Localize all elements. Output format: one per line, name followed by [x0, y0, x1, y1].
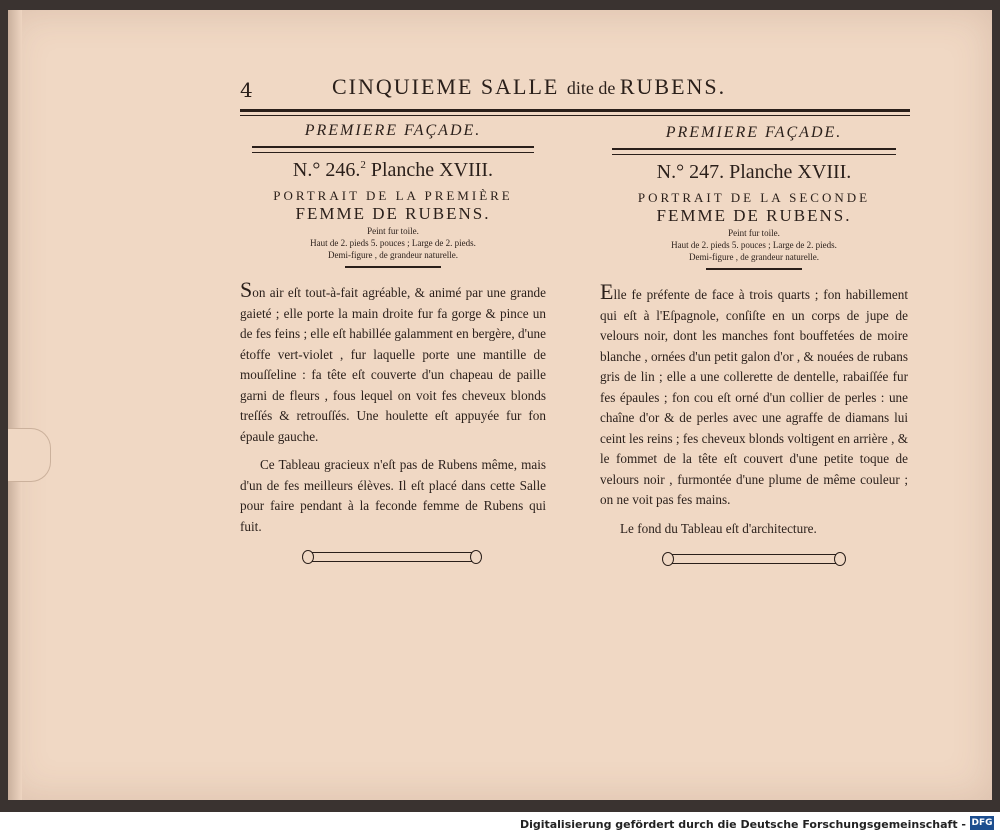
running-header: [240, 74, 910, 104]
title-dite: dite de: [566, 78, 620, 98]
entry-246: [240, 118, 546, 537]
title-salle: CINQUIEME SALLE: [332, 74, 567, 99]
entry-247: [600, 120, 908, 539]
plate-number: N.° 246.: [292, 159, 361, 181]
facade-rule: [252, 146, 534, 153]
short-rule: [345, 266, 441, 268]
plate-number: N.° 247.: [656, 161, 725, 183]
description-paragraph: [240, 277, 546, 537]
size-note: Haut de 2. pieds 5. pouces ; Large de 2. pieds.: [671, 240, 837, 250]
figure-note: Demi-figure , de grandeur naturelle.: [689, 252, 819, 262]
drop-cap: S: [240, 277, 253, 302]
footer-credit: Digitalisierung gefördert durch die Deutsche Forschungsgemeinschaft -: [519, 818, 966, 831]
size-note: Haut de 2. pieds 5. pouces ; Large de 2. pieds.: [310, 238, 476, 248]
plate-line: [600, 161, 908, 184]
description-text: lle fe préfente de face à trois quarts ; fon habillement qui eſt à l'Eſpagnole, conſiſte en un corps de jupe de velours noir, dont les manches font bouffetées de moire blanche , ornées d'un petit galon d'or , & nouées de rubans gris de lin ; elle a une collerette de dentelle, rabaiſſée fur fes épaules ; fon cou eſt orné d'un collier de perles : une chaîne d'or & de perles avec une agraffe de diamans lui ceint les reins ; fes cheveux blonds voltigent en arrière , & le fommet de la tête eſt couvert d'une petite toque de velours noir , furmontée d'une plume de même couleur ; on ne voit pas fes mains.: [600, 287, 908, 507]
description-text: on air eſt tout-à-fait agréable, & animé par une grande gaieté ; elle porte la main droite fur fa gorge & pince un de fes feins ; elle eſt habillée galamment en bergère, d'une étoffe vert-violet , fur laquelle porte une mantille de mouſſeline : fa tête eſt couverte d'un chapeau de paille garni de fleurs , fous lequel on voit fes cheveux blonds treſſés & retrouſſés. Une houlette eſt appuyée fur fon épaule gauche.: [240, 285, 546, 444]
page-edge: [8, 10, 22, 800]
portrait-title-line2: FEMME DE RUBENS.: [656, 206, 852, 225]
drop-cap: E: [600, 279, 614, 304]
plate-line: [240, 159, 546, 182]
header-rule-thin: [240, 115, 910, 116]
page-number: 4: [240, 78, 253, 102]
short-rule: [706, 268, 802, 270]
ornament-divider: [312, 552, 472, 562]
plate-superscript: 2: [360, 159, 366, 171]
note-paragraph: Le fond du Tableau eſt d'architecture.: [620, 520, 817, 536]
plate-label: Planche XVIII.: [370, 159, 494, 181]
facade-heading: PREMIERE FAÇADE.: [665, 124, 843, 141]
ornament-divider: [672, 554, 836, 564]
portrait-title-line1: PORTRAIT DE LA SECONDE: [637, 190, 871, 205]
plate-label: Planche XVIII.: [729, 161, 852, 183]
medium-note: Peint fur toile.: [728, 228, 780, 238]
dfg-logo: DFG: [971, 818, 993, 828]
portrait-title-line2: FEMME DE RUBENS.: [295, 204, 491, 223]
description-paragraph: [600, 279, 908, 539]
title-rubens: RUBENS.: [619, 74, 727, 99]
figure-note: Demi-figure , de grandeur naturelle.: [328, 250, 458, 260]
portrait-title-line1: PORTRAIT DE LA PREMIÈRE: [273, 188, 513, 203]
facade-heading: PREMIERE FAÇADE.: [304, 122, 482, 139]
page-tab: [8, 428, 51, 482]
running-title: [332, 74, 726, 100]
medium-note: Peint fur toile.: [367, 226, 419, 236]
note-paragraph: Ce Tableau gracieux n'eſt pas de Rubens même, mais d'un de fes meilleurs élèves. Il eſt placé dans cette Salle pour faire pendant à la feconde femme de Rubens qui fuit.: [240, 457, 546, 534]
facade-rule: [612, 148, 895, 155]
